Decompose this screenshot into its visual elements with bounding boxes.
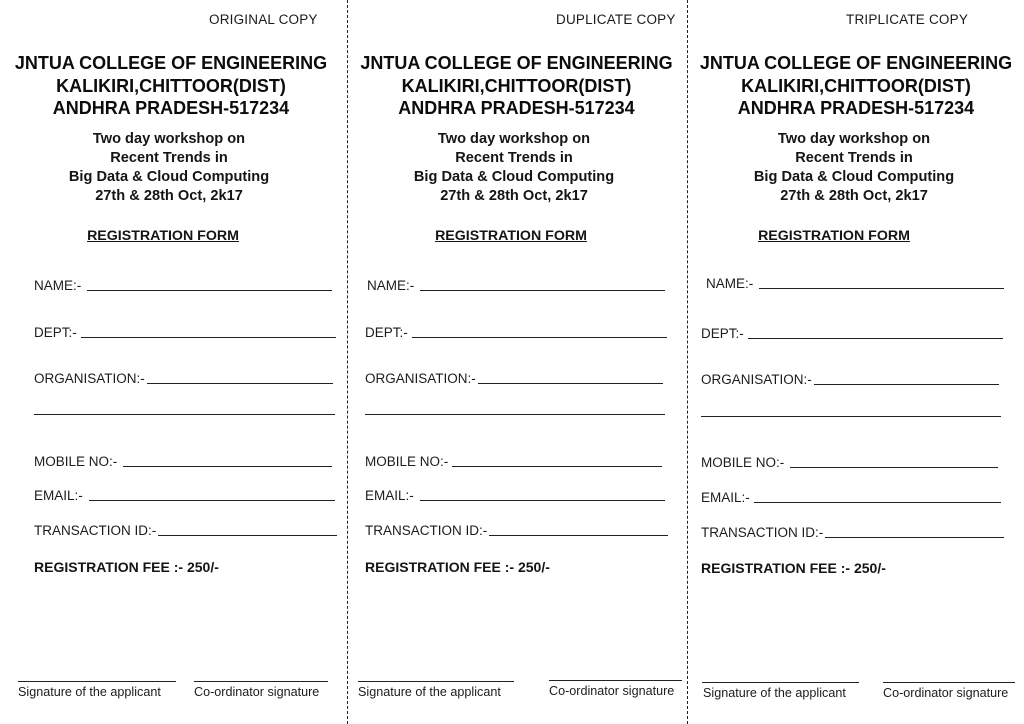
transaction-line[interactable] [825, 537, 1004, 538]
transaction-line[interactable] [489, 535, 668, 536]
form-copy-duplicate [350, 0, 686, 724]
organisation-line-2[interactable] [365, 414, 665, 415]
organisation-line-2[interactable] [701, 416, 1001, 417]
dept-field[interactable] [365, 325, 667, 340]
email-field[interactable] [701, 490, 1001, 505]
registration-form-title: REGISTRATION FORM [435, 228, 587, 244]
workshop-line-1: Two day workshop on [777, 131, 931, 147]
name-line[interactable] [759, 288, 1004, 289]
name-field[interactable] [706, 276, 1004, 291]
college-state: ANDHRA PRADESH-517234 [52, 98, 290, 118]
workshop-line-2: Recent Trends in [455, 150, 573, 166]
workshop-dates: 27th & 28th Oct, 2k17 [440, 188, 588, 204]
name-label: NAME:- [706, 276, 754, 291]
dept-field[interactable] [701, 326, 1003, 341]
registration-fee: REGISTRATION FEE :- 250/- [701, 560, 886, 576]
name-field[interactable] [34, 278, 332, 293]
applicant-signature-label: Signature of the applicant [358, 685, 501, 699]
copy-label: TRIPLICATE COPY [846, 12, 969, 27]
workshop-line-3: Big Data & Cloud Computing [413, 169, 615, 185]
college-state: ANDHRA PRADESH-517234 [398, 98, 635, 118]
applicant-signature-line[interactable] [18, 681, 176, 682]
transaction-label: TRANSACTION ID:- [701, 525, 824, 540]
workshop-line-1: Two day workshop on [437, 131, 591, 147]
dept-line[interactable] [81, 337, 336, 338]
registration-form-title: REGISTRATION FORM [758, 228, 910, 244]
email-line[interactable] [420, 500, 665, 501]
college-name: JNTUA COLLEGE OF ENGINEERING [360, 53, 673, 73]
organisation-line[interactable] [478, 383, 663, 384]
organisation-label: ORGANISATION:- [365, 371, 476, 386]
college-name: JNTUA COLLEGE OF ENGINEERING [699, 53, 1013, 73]
name-label: NAME:- [34, 278, 82, 293]
mobile-field[interactable] [365, 454, 662, 469]
workshop-dates: 27th & 28th Oct, 2k17 [95, 188, 243, 204]
name-label: NAME:- [367, 278, 415, 293]
email-line[interactable] [89, 500, 335, 501]
college-state: ANDHRA PRADESH-517234 [737, 98, 975, 118]
mobile-label: MOBILE NO:- [34, 454, 118, 469]
transaction-label: TRANSACTION ID:- [34, 523, 157, 538]
transaction-field[interactable] [365, 523, 668, 538]
applicant-signature-line[interactable] [358, 681, 514, 682]
workshop-info [0, 130, 342, 206]
coordinator-signature-line[interactable] [883, 682, 1015, 683]
copy-label: ORIGINAL COPY [209, 12, 318, 27]
transaction-line[interactable] [158, 535, 337, 536]
form-copy-original [0, 0, 346, 724]
coordinator-signature-line[interactable] [194, 681, 328, 682]
college-location: KALIKIRI,CHITTOOR(DIST) [56, 75, 286, 96]
workshop-line-1: Two day workshop on [92, 131, 246, 147]
applicant-signature-label: Signature of the applicant [703, 686, 846, 700]
email-line[interactable] [754, 502, 1001, 503]
workshop-line-3: Big Data & Cloud Computing [753, 169, 955, 185]
copy-label: DUPLICATE COPY [556, 12, 676, 27]
workshop-line-2: Recent Trends in [110, 150, 228, 166]
dept-line[interactable] [412, 337, 667, 338]
mobile-line[interactable] [790, 467, 998, 468]
college-location: KALIKIRI,CHITTOOR(DIST) [741, 75, 971, 96]
college-header [686, 52, 1024, 120]
college-header [342, 52, 691, 120]
email-field[interactable] [34, 488, 335, 503]
mobile-label: MOBILE NO:- [365, 454, 449, 469]
registration-fee: REGISTRATION FEE :- 250/- [365, 559, 550, 575]
organisation-field[interactable] [701, 372, 999, 387]
name-field[interactable] [367, 278, 665, 293]
name-line[interactable] [87, 290, 332, 291]
dept-label: DEPT:- [365, 325, 408, 340]
email-label: EMAIL:- [34, 488, 83, 503]
organisation-label: ORGANISATION:- [34, 371, 145, 386]
organisation-label: ORGANISATION:- [701, 372, 812, 387]
workshop-dates: 27th & 28th Oct, 2k17 [780, 188, 928, 204]
email-label: EMAIL:- [365, 488, 414, 503]
dept-label: DEPT:- [701, 326, 744, 341]
dept-label: DEPT:- [34, 325, 77, 340]
organisation-line[interactable] [147, 383, 333, 384]
organisation-line[interactable] [814, 384, 999, 385]
applicant-signature-label: Signature of the applicant [18, 685, 161, 699]
form-copy-triplicate [690, 0, 1024, 724]
name-line[interactable] [420, 290, 665, 291]
workshop-line-3: Big Data & Cloud Computing [68, 169, 270, 185]
mobile-line[interactable] [452, 466, 662, 467]
mobile-label: MOBILE NO:- [701, 455, 785, 470]
mobile-line[interactable] [123, 466, 332, 467]
college-name: JNTUA COLLEGE OF ENGINEERING [14, 53, 328, 73]
transaction-field[interactable] [34, 523, 337, 538]
coordinator-signature-label: Co-ordinator signature [194, 685, 320, 699]
coordinator-signature-label: Co-ordinator signature [549, 684, 675, 698]
registration-fee: REGISTRATION FEE :- 250/- [34, 559, 219, 575]
workshop-info [346, 130, 682, 206]
workshop-info [687, 130, 1021, 206]
email-field[interactable] [365, 488, 665, 503]
dept-line[interactable] [748, 338, 1003, 339]
organisation-line-2[interactable] [34, 414, 335, 415]
dept-field[interactable] [34, 325, 336, 340]
coordinator-signature-label: Co-ordinator signature [883, 686, 1009, 700]
mobile-field[interactable] [34, 454, 332, 469]
workshop-line-2: Recent Trends in [795, 150, 913, 166]
coordinator-signature-line[interactable] [549, 680, 682, 681]
mobile-field[interactable] [701, 455, 998, 470]
applicant-signature-line[interactable] [702, 682, 859, 683]
organisation-field[interactable] [365, 371, 663, 386]
college-header [0, 52, 344, 120]
transaction-field[interactable] [701, 525, 1004, 540]
transaction-label: TRANSACTION ID:- [365, 523, 488, 538]
college-location: KALIKIRI,CHITTOOR(DIST) [401, 75, 632, 96]
email-label: EMAIL:- [701, 490, 750, 505]
organisation-field[interactable] [34, 371, 333, 386]
registration-form-title: REGISTRATION FORM [87, 228, 239, 244]
